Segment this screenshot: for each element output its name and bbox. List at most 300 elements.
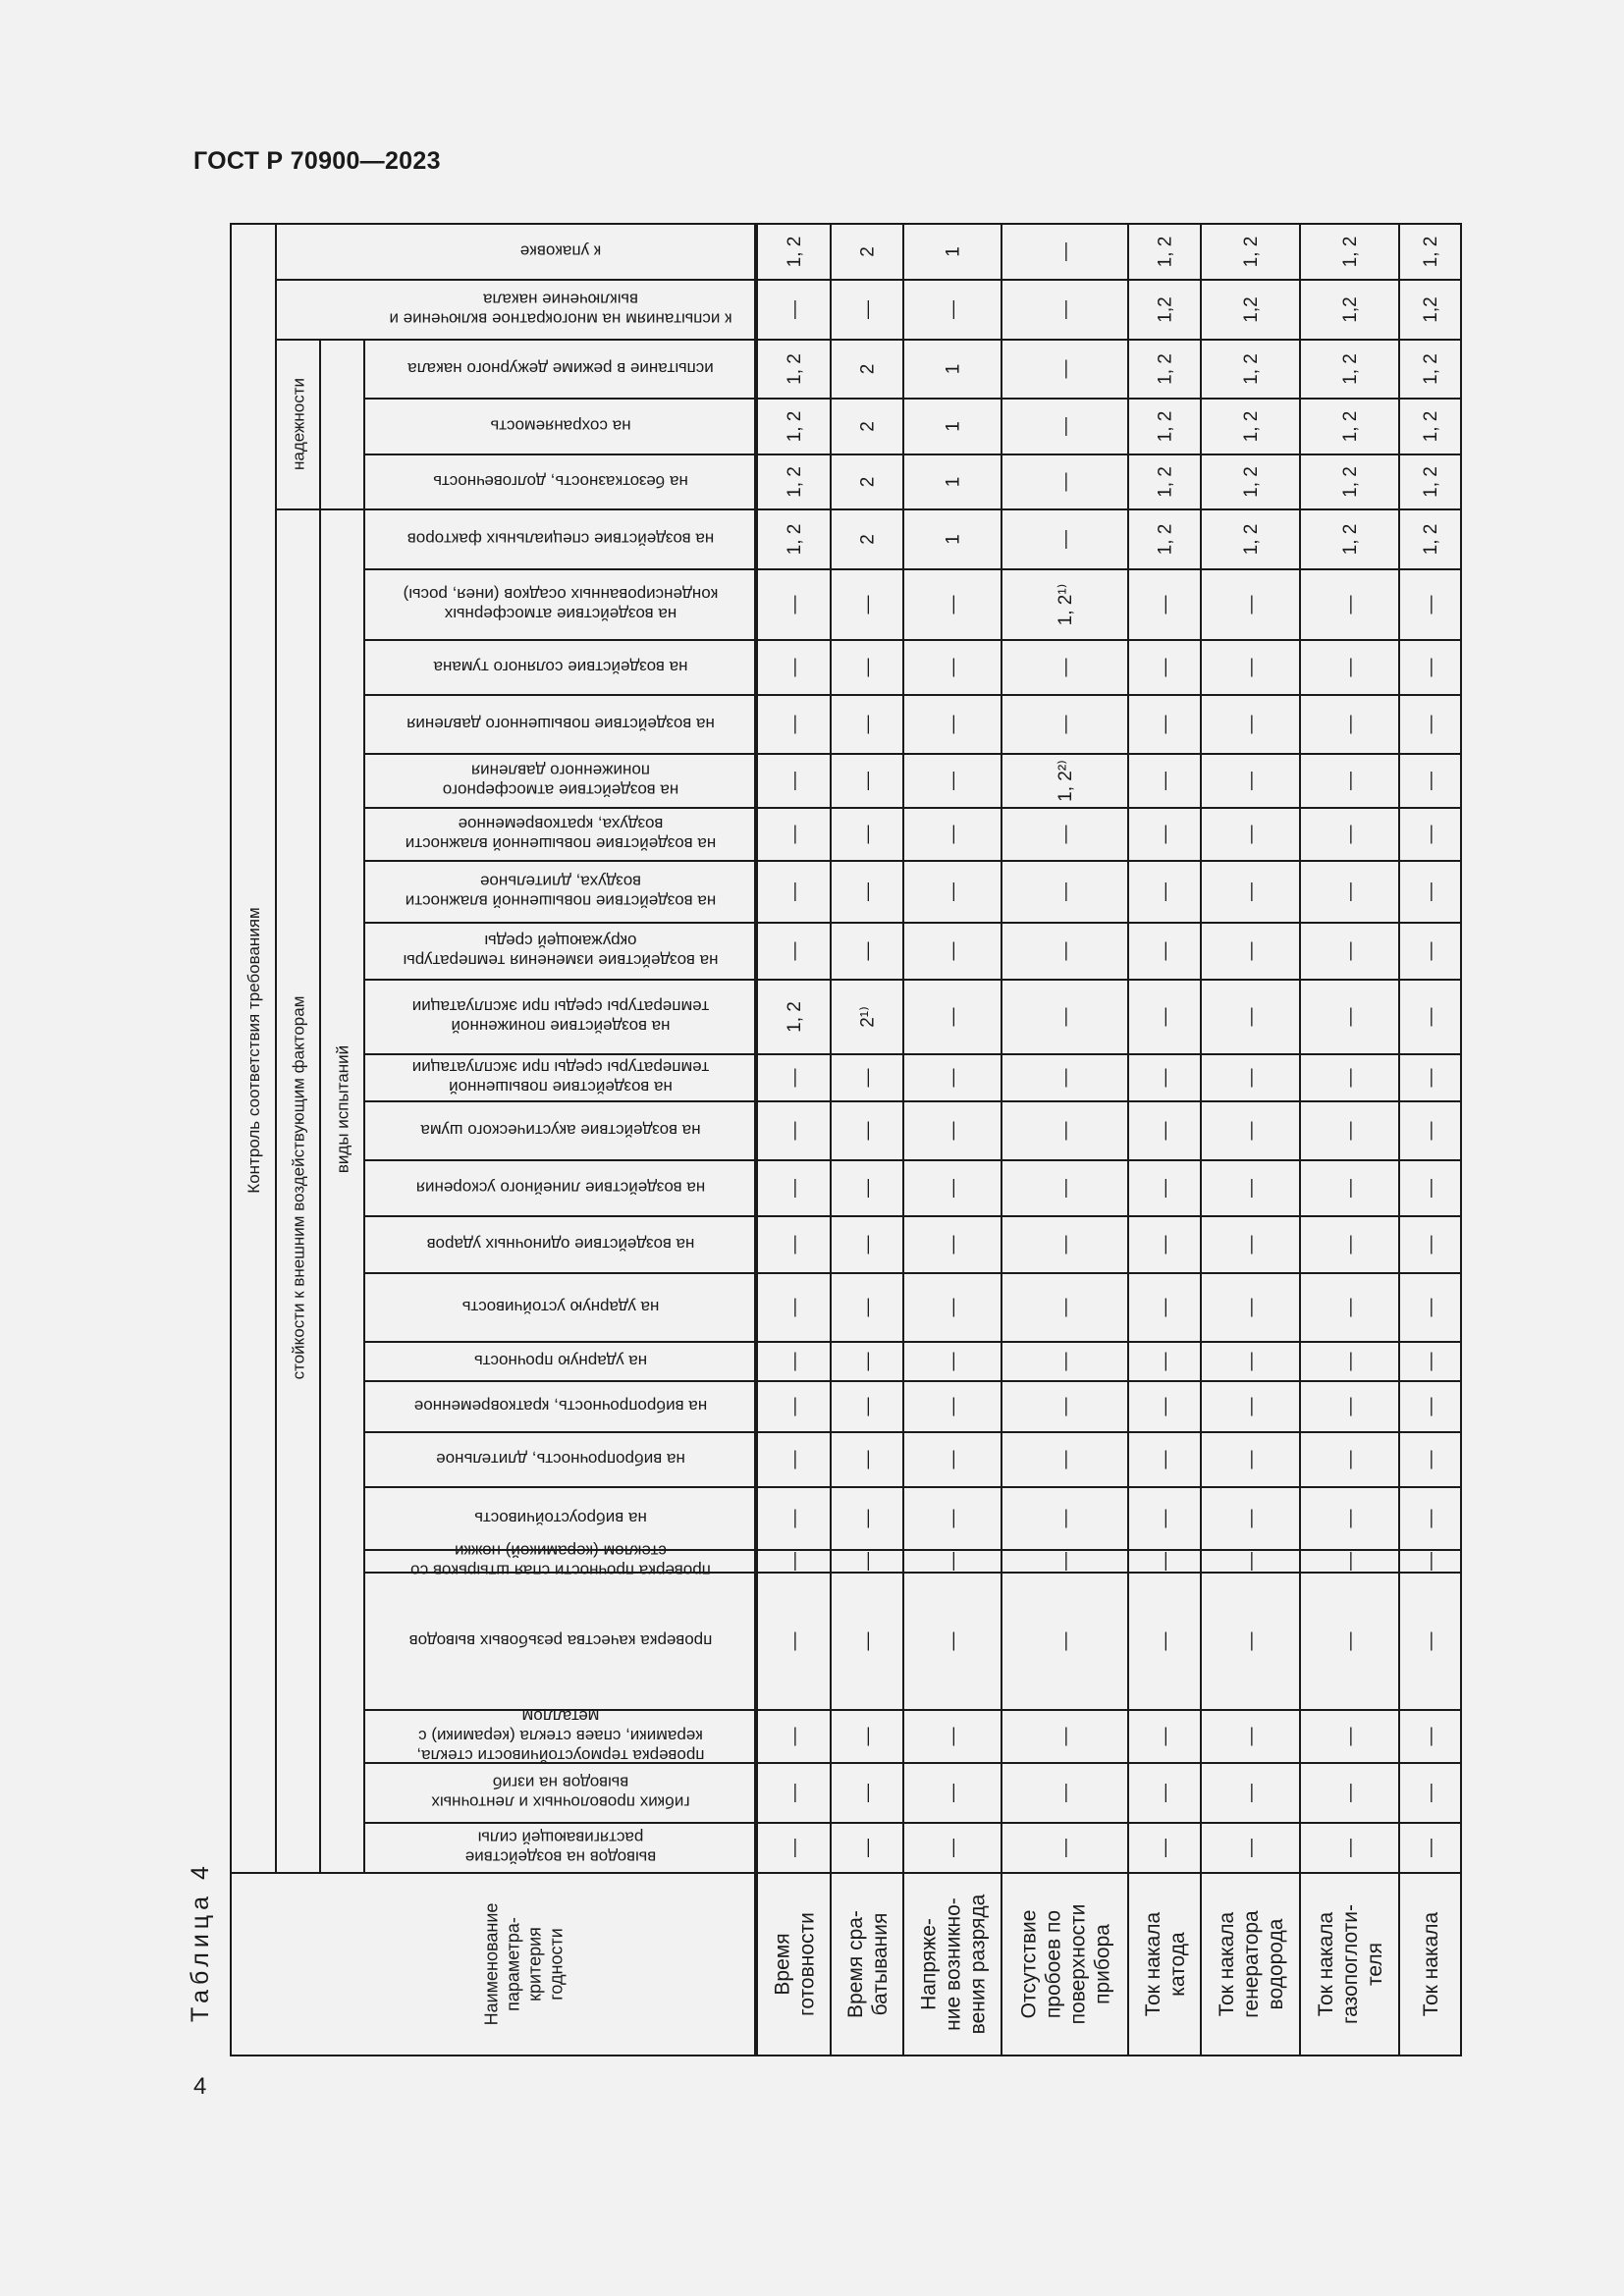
cell-8-5: [1156, 1398, 1176, 1416]
cell-11-5: [1156, 1236, 1176, 1255]
cell-1-5: [1156, 1839, 1176, 1857]
cell-4-4: [1056, 1632, 1076, 1651]
test-types-header: [333, 1045, 352, 1173]
cell-2-6-line: —: [1241, 1784, 1263, 1802]
cell-26-2: [858, 364, 879, 375]
cell-9-8-line: —: [1421, 1352, 1442, 1371]
cell-18-4-line: —: [1056, 825, 1077, 844]
param-6-line: Ток накала: [1215, 1911, 1238, 2017]
cell-11-2: [858, 1236, 879, 1255]
cell-15-1: [785, 1001, 805, 1033]
cell-5-2-line: —: [857, 1552, 879, 1571]
cell-25-2-line: 2: [857, 421, 879, 432]
cell-24-4: [1056, 473, 1076, 492]
cell-24-5-line: 1, 2: [1155, 466, 1176, 498]
cell-22-3-line: —: [943, 595, 964, 614]
cell-3-4-line: —: [1056, 1727, 1077, 1746]
cell-27-8: [1421, 296, 1441, 322]
test-row-label-22-line: конденсированных осадков (инея, росы): [403, 585, 719, 605]
cell-27-1: [785, 300, 805, 319]
param-2-line: батывания: [868, 1912, 892, 2016]
table-label: Таблица 4: [187, 1861, 214, 2022]
cell-24-7: [1340, 466, 1361, 498]
test-row-label-3-line: керамики, спаев стекла (керамики) с: [418, 1727, 703, 1746]
cell-28-6: [1241, 237, 1262, 268]
cell-20-4: [1056, 716, 1076, 734]
param-4-line: пробоев по: [1042, 1909, 1065, 2019]
cell-9-6-line: —: [1241, 1352, 1263, 1371]
cell-6-8-line: —: [1421, 1509, 1442, 1528]
cell-8-2: [858, 1398, 879, 1416]
cell-8-5-line: —: [1155, 1397, 1176, 1416]
cell-24-1-line: 1, 2: [785, 466, 806, 498]
cell-4-5-line: —: [1155, 1631, 1176, 1651]
test-row-label-13-line: на воздействие акустического шума: [420, 1121, 701, 1141]
cell-14-6-line: —: [1241, 1068, 1263, 1088]
test-row-label-19-line: пониженного давления: [470, 761, 651, 780]
cell-2-1-line: —: [785, 1784, 806, 1802]
cell-20-6: [1241, 716, 1262, 734]
cell-11-6: [1241, 1236, 1262, 1255]
cell-19-2: [858, 772, 879, 790]
cell-11-7-line: —: [1340, 1235, 1362, 1255]
param-1-line: Время: [771, 1933, 794, 1996]
cell-5-1-line: —: [785, 1552, 806, 1571]
cell-28-4-line: —: [1056, 242, 1077, 261]
cell-5-3-line: —: [943, 1552, 964, 1571]
cell-5-4: [1056, 1552, 1076, 1571]
cell-20-4-line: —: [1056, 715, 1077, 734]
cell-7-5-line: —: [1155, 1450, 1176, 1469]
cell-7-1: [785, 1451, 805, 1469]
cell-6-1: [785, 1510, 805, 1528]
cell-20-1-line: —: [785, 715, 806, 734]
cell-21-2: [858, 659, 879, 677]
cell-1-5-line: —: [1155, 1839, 1176, 1857]
cell-21-6: [1241, 659, 1262, 677]
test-row-label-7-line: на вибропрочность, длительное: [436, 1450, 685, 1469]
cell-24-7-line: 1, 2: [1340, 466, 1362, 498]
test-row-label-3-line: проверка термоустойчивости стекла,: [416, 1746, 705, 1766]
cell-8-7: [1340, 1398, 1361, 1416]
cell-28-8: [1421, 237, 1441, 268]
cell-3-4: [1056, 1728, 1076, 1746]
cell-11-8: [1421, 1236, 1441, 1255]
test-row-label-5-line: проверка прочности спая штырьков со: [410, 1561, 711, 1580]
cell-23-1: [785, 524, 805, 556]
test-row-label-4: [409, 1631, 713, 1650]
cell-9-3-line: —: [943, 1352, 964, 1371]
cell-4-1-line: —: [785, 1631, 806, 1651]
cell-5-7-line: —: [1340, 1552, 1362, 1571]
cell-23-1-line: 1, 2: [785, 523, 806, 556]
cell-16-8: [1421, 942, 1441, 961]
cell-22-6: [1241, 596, 1262, 614]
cell-6-4: [1056, 1510, 1076, 1528]
stability-header-line: стойкости к внешним воздействующим факторам: [289, 995, 308, 1380]
cell-23-4: [1056, 530, 1076, 549]
cell-14-2: [858, 1069, 879, 1088]
cell-17-3-line: —: [943, 882, 964, 901]
cell-19-6: [1241, 772, 1262, 790]
cell-9-4-line: —: [1056, 1352, 1077, 1371]
test-row-label-19-line: на воздействие атмосферного: [442, 780, 679, 800]
cell-21-1: [785, 659, 805, 677]
cell-9-3: [944, 1353, 964, 1371]
cell-23-3: [944, 534, 964, 545]
cell-11-6-line: —: [1241, 1235, 1263, 1255]
cell-15-7-line: —: [1340, 1007, 1362, 1027]
cell-7-4: [1056, 1451, 1076, 1469]
cell-1-3: [944, 1839, 964, 1857]
cell-17-7-line: —: [1340, 882, 1362, 901]
cell-11-3: [944, 1236, 964, 1255]
cell-16-1-line: —: [785, 941, 806, 961]
cell-24-3: [944, 477, 964, 488]
cell-23-3-line: 1: [943, 534, 964, 545]
cell-15-3-line: —: [943, 1007, 964, 1027]
cell-7-7-line: —: [1340, 1450, 1362, 1469]
cell-14-7-line: —: [1340, 1068, 1362, 1088]
cell-2-5-line: —: [1155, 1784, 1176, 1802]
cell-11-4: [1056, 1236, 1076, 1255]
cell-11-1: [785, 1236, 805, 1255]
cell-19-3: [944, 772, 964, 790]
cell-10-7: [1340, 1299, 1361, 1317]
cell-24-1: [785, 466, 805, 498]
cell-20-3-line: —: [943, 715, 964, 734]
cell-19-4: [1056, 760, 1076, 802]
cell-4-8-line: —: [1421, 1631, 1442, 1651]
cell-26-8-line: 1, 2: [1421, 353, 1442, 385]
cell-22-4-line: 1, 2¹⁾: [1056, 583, 1077, 626]
cell-27-1-line: —: [785, 300, 806, 319]
cell-25-6: [1241, 411, 1262, 443]
cell-4-6-line: —: [1241, 1631, 1263, 1651]
cell-7-2: [858, 1451, 879, 1469]
cell-1-7: [1340, 1839, 1361, 1857]
cell-27-6: [1241, 296, 1262, 322]
cell-21-5: [1156, 659, 1176, 677]
cell-26-4-line: —: [1056, 359, 1077, 379]
cell-27-4: [1056, 300, 1076, 319]
cell-9-5-line: —: [1155, 1352, 1176, 1371]
cell-25-8-line: 1, 2: [1421, 410, 1442, 443]
cell-16-1: [785, 942, 805, 961]
cell-10-8-line: —: [1421, 1298, 1442, 1317]
cell-6-1-line: —: [785, 1509, 806, 1528]
cell-8-2-line: —: [857, 1397, 879, 1416]
cell-10-4-line: —: [1056, 1298, 1077, 1317]
cell-23-8: [1421, 524, 1441, 556]
cell-22-7: [1340, 596, 1361, 614]
cell-5-5-line: —: [1155, 1552, 1176, 1571]
cell-21-8: [1421, 659, 1441, 677]
cell-3-8-line: —: [1421, 1727, 1442, 1746]
cell-3-8: [1421, 1728, 1441, 1746]
cell-22-2-line: —: [857, 595, 879, 614]
test-row-label-23: [407, 530, 714, 549]
cell-5-4-line: —: [1056, 1552, 1077, 1571]
test-row-label-25: [490, 417, 630, 436]
cell-25-4: [1056, 417, 1076, 436]
cell-27-5-line: 1,2: [1155, 296, 1176, 323]
cell-5-5: [1156, 1552, 1176, 1571]
cell-1-7-line: —: [1340, 1839, 1362, 1857]
test-row-label-18-line: воздуха, кратковременное: [458, 815, 664, 834]
param-7-line: газопоглоти-: [1338, 1903, 1362, 2025]
test-row-label-5-line: стеклом (керамикой) ножки: [455, 1541, 667, 1561]
cell-8-8-line: —: [1421, 1397, 1442, 1416]
cell-7-4-line: —: [1056, 1450, 1077, 1469]
cell-15-1-line: 1, 2: [785, 1001, 806, 1033]
cell-22-3: [944, 596, 964, 614]
cell-2-7-line: —: [1340, 1784, 1362, 1802]
test-row-label-17: [406, 873, 716, 911]
cell-21-6-line: —: [1241, 658, 1263, 677]
cell-5-8: [1421, 1552, 1441, 1571]
param-header: [481, 1903, 566, 2026]
test-row-label-11: [427, 1235, 695, 1254]
cell-7-2-line: —: [857, 1450, 879, 1469]
cell-12-3-line: —: [943, 1179, 964, 1198]
cell-16-2: [858, 942, 879, 961]
cell-17-1: [785, 882, 805, 901]
cell-14-5-line: —: [1155, 1068, 1176, 1088]
test-row-label-11-line: на воздействие одиночных ударов: [426, 1235, 695, 1255]
cell-19-2-line: —: [857, 772, 879, 790]
cell-11-5-line: —: [1155, 1235, 1176, 1255]
cell-16-7-line: —: [1340, 941, 1362, 961]
cell-10-2-line: —: [857, 1298, 879, 1317]
param-5: [1142, 1911, 1189, 2016]
cell-14-8: [1421, 1069, 1441, 1088]
cell-23-7-line: 1, 2: [1340, 523, 1362, 556]
cell-10-1: [785, 1299, 805, 1317]
cell-27-6-line: 1,2: [1241, 296, 1263, 323]
cell-20-2: [858, 716, 879, 734]
cell-28-7-line: 1, 2: [1340, 236, 1362, 268]
cell-13-5: [1156, 1122, 1176, 1141]
cell-16-4-line: —: [1056, 941, 1077, 961]
cell-28-3-line: 1: [943, 246, 964, 257]
cell-28-7: [1340, 237, 1361, 268]
cell-19-1: [785, 772, 805, 790]
cell-17-8: [1421, 882, 1441, 901]
cell-15-5: [1156, 1008, 1176, 1027]
cell-1-6-line: —: [1241, 1839, 1263, 1857]
cell-9-2-line: —: [857, 1352, 879, 1371]
cell-18-3-line: —: [943, 825, 964, 844]
cell-26-6-line: 1, 2: [1241, 353, 1263, 385]
param-2: [844, 1910, 892, 2018]
test-row-label-1-line: выводов на воздействие: [464, 1847, 657, 1867]
cell-8-7-line: —: [1340, 1397, 1362, 1416]
cell-9-5: [1156, 1353, 1176, 1371]
cell-1-4: [1056, 1839, 1076, 1857]
cell-1-8: [1421, 1839, 1441, 1857]
cell-4-4-line: —: [1056, 1631, 1077, 1651]
cell-1-2-line: —: [857, 1839, 879, 1857]
cell-19-5: [1156, 772, 1176, 790]
param-4-line: прибора: [1091, 1924, 1114, 2004]
param-header-line: Наименование: [481, 1902, 502, 2026]
test-row-label-25-line: на сохраняемость: [490, 416, 631, 436]
cell-13-1-line: —: [785, 1121, 806, 1141]
page-number: 4: [193, 2073, 207, 2100]
cell-21-3: [944, 659, 964, 677]
cell-11-3-line: —: [943, 1235, 964, 1255]
param-7: [1315, 1904, 1386, 2024]
cell-6-2: [858, 1510, 879, 1528]
cell-26-3: [944, 364, 964, 375]
cell-14-3: [944, 1069, 964, 1088]
cell-17-2-line: —: [857, 882, 879, 901]
cell-14-3-line: —: [943, 1068, 964, 1088]
cell-24-6-line: 1, 2: [1241, 466, 1263, 498]
param-5-line: Ток накала: [1141, 1911, 1164, 2017]
cell-16-5: [1156, 942, 1176, 961]
test-row-label-16-line: на воздействие изменения температуры: [403, 951, 719, 971]
cell-13-4-line: —: [1056, 1121, 1077, 1141]
cell-7-8-line: —: [1421, 1450, 1442, 1469]
cell-8-6-line: —: [1241, 1397, 1263, 1416]
test-row-label-26: [407, 359, 714, 378]
cell-27-4-line: —: [1056, 300, 1077, 319]
cell-18-5: [1156, 826, 1176, 844]
cell-18-6: [1241, 826, 1262, 844]
cell-20-8-line: —: [1421, 715, 1442, 734]
cell-26-5: [1156, 353, 1176, 385]
cell-27-7: [1340, 296, 1361, 322]
cell-27-2-line: —: [857, 300, 879, 319]
cell-19-4-line: 1, 2²⁾: [1056, 760, 1077, 802]
cell-25-7: [1340, 411, 1361, 443]
param-7-line: Ток накала: [1314, 1911, 1337, 2017]
cell-1-3-line: —: [943, 1839, 964, 1857]
cell-8-1: [785, 1398, 805, 1416]
cell-16-8-line: —: [1421, 941, 1442, 961]
cell-23-2-line: 2: [857, 534, 879, 545]
cell-20-6-line: —: [1241, 715, 1263, 734]
cell-24-8: [1421, 466, 1441, 498]
control-header-line: Контроль соответствия требованиям: [244, 907, 263, 1194]
test-row-label-20: [406, 715, 715, 733]
cell-12-1-line: —: [785, 1179, 806, 1198]
test-row-label-16: [404, 932, 719, 970]
test-row-label-17-line: на воздействие повышенной влажности: [405, 891, 717, 911]
cell-17-2: [858, 882, 879, 901]
cell-15-8-line: —: [1421, 1007, 1442, 1027]
cell-2-3: [944, 1784, 964, 1802]
cell-6-3-line: —: [943, 1509, 964, 1528]
cell-10-1-line: —: [785, 1298, 806, 1317]
cell-28-5-line: 1, 2: [1155, 236, 1176, 268]
cell-10-7-line: —: [1340, 1298, 1362, 1317]
cell-11-4-line: —: [1056, 1235, 1077, 1255]
cell-9-1: [785, 1353, 805, 1371]
test-row-label-2-line: гибких проволочных и ленточных: [431, 1792, 690, 1812]
cell-23-8-line: 1, 2: [1421, 523, 1442, 556]
cell-13-4: [1056, 1122, 1076, 1141]
cell-16-6-line: —: [1241, 941, 1263, 961]
cell-25-2: [858, 421, 879, 432]
cell-24-8-line: 1, 2: [1421, 466, 1442, 498]
test-row-label-10: [461, 1298, 659, 1316]
test-row-label-9: [474, 1352, 647, 1370]
cell-19-6-line: —: [1241, 772, 1263, 790]
cell-26-4: [1056, 360, 1076, 379]
cell-20-1: [785, 716, 805, 734]
param-6-line: водорода: [1264, 1918, 1287, 2010]
cell-26-5-line: 1, 2: [1155, 353, 1176, 385]
cell-4-6: [1241, 1632, 1262, 1651]
cell-3-6: [1241, 1728, 1262, 1746]
cell-27-8-line: 1,2: [1421, 296, 1442, 323]
cell-25-5: [1156, 411, 1176, 443]
control-header: [244, 907, 263, 1193]
cell-12-5: [1156, 1179, 1176, 1198]
cell-26-1-line: 1, 2: [785, 353, 806, 385]
test-types-header-line: виды испытаний: [333, 1044, 352, 1174]
cell-21-8-line: —: [1421, 658, 1442, 677]
cell-12-7-line: —: [1340, 1179, 1362, 1198]
cell-18-2: [858, 826, 879, 844]
cell-24-5: [1156, 466, 1176, 498]
reliability-header-line: надежности: [289, 377, 308, 471]
cell-18-1-line: —: [785, 825, 806, 844]
test-row-label-2: [431, 1774, 690, 1812]
cell-18-1: [785, 826, 805, 844]
param-4: [1017, 1904, 1113, 2025]
test-row-label-1: [465, 1829, 657, 1867]
test-row-label-18: [406, 815, 716, 853]
cell-10-6: [1241, 1299, 1262, 1317]
cell-16-5-line: —: [1155, 941, 1176, 961]
test-row-label-20-line: на воздействие повышенного давления: [406, 715, 715, 734]
cell-17-3: [944, 882, 964, 901]
cell-16-4: [1056, 942, 1076, 961]
test-row-label-21-line: на воздействие соляного тумана: [433, 658, 688, 677]
cell-2-4-line: —: [1056, 1784, 1077, 1802]
cell-8-4-line: —: [1056, 1397, 1077, 1416]
cell-8-1-line: —: [785, 1397, 806, 1416]
cell-5-1: [785, 1552, 805, 1571]
cell-10-5-line: —: [1155, 1298, 1176, 1317]
test-row-label-9-line: на ударную прочность: [473, 1352, 648, 1371]
cell-4-1: [785, 1632, 805, 1651]
cell-19-1-line: —: [785, 772, 806, 790]
param-3-line: Напряже-: [917, 1918, 941, 2010]
cell-15-2-line: 2¹⁾: [857, 1006, 879, 1028]
cell-28-3: [944, 246, 964, 257]
test-row-label-14-line: на воздействие повышенной: [449, 1078, 673, 1097]
cell-21-7: [1340, 659, 1361, 677]
cell-14-4: [1056, 1069, 1076, 1088]
param-header-line: параметра-: [503, 1917, 523, 2011]
cell-8-6: [1241, 1398, 1262, 1416]
cell-4-2-line: —: [857, 1631, 879, 1651]
cell-13-7: [1340, 1122, 1361, 1141]
test-row-label-19: [443, 762, 678, 800]
test-row-label-8: [414, 1397, 707, 1415]
cell-2-1: [785, 1784, 805, 1802]
cell-2-4: [1056, 1784, 1076, 1802]
cell-15-2: [858, 1006, 879, 1028]
cell-23-2: [858, 534, 879, 545]
test-row-label-3: [416, 1707, 704, 1765]
cell-7-3-line: —: [943, 1450, 964, 1469]
